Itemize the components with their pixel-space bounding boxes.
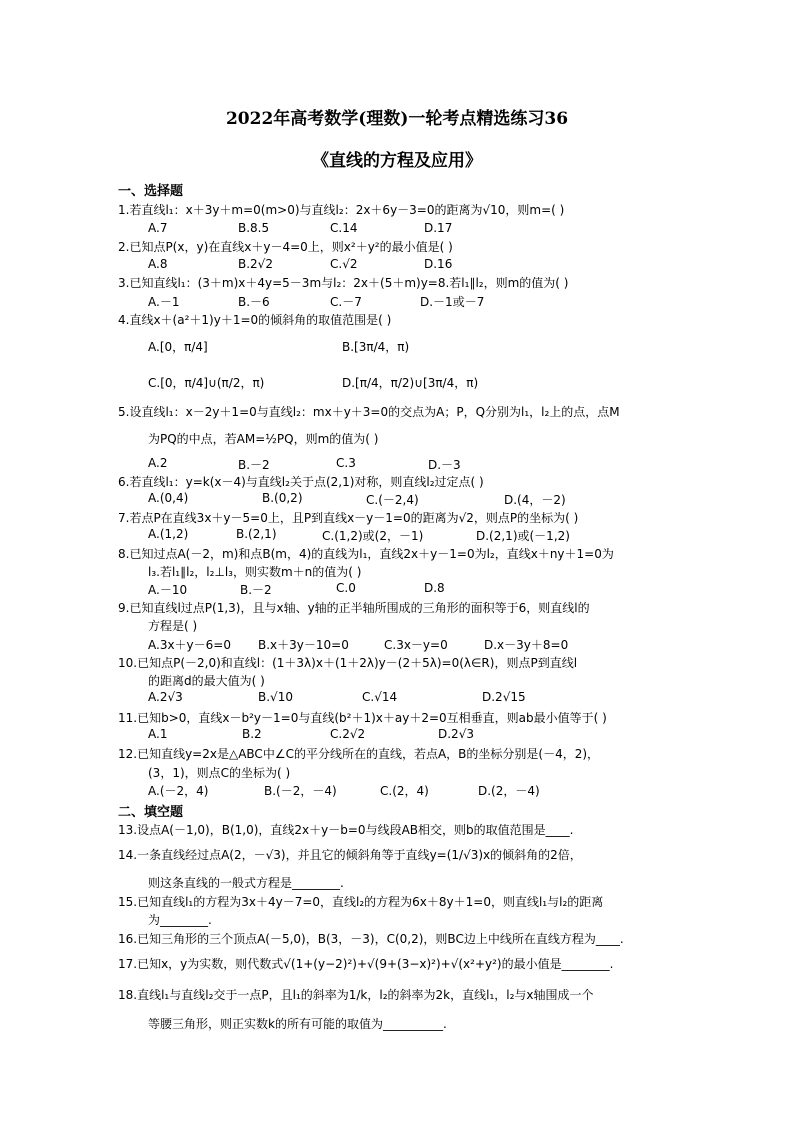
question-10-option-c: C.√14 [362, 690, 398, 704]
fill-17: 17.已知x，y为实数，则代数式√(1+(y−2)²)+√(9+(3−x)²)+√(x²+y²)的最小值是________. [118, 957, 614, 971]
question-9-option-d: D.x－3y＋8=0 [484, 638, 569, 652]
fill-18-cont: 等腰三角形，则正实数k的所有可能的取值为__________. [148, 1017, 447, 1031]
question-9-stem-cont: 方程是( ) [148, 619, 198, 633]
page-subtitle: 《直线的方程及应用》 [312, 151, 482, 171]
question-7-stem: 7.若点P在直线3x＋y－5=0上，且P到直线x－y－1=0的距离为√2，则点P的坐标为( ) [118, 511, 579, 525]
question-4-option-b: B.[3π/4，π) [342, 340, 410, 354]
section-fill-heading: 二、填空题 [118, 805, 184, 820]
question-11-option-a: A.1 [148, 727, 168, 741]
section-choice-heading: 一、选择题 [118, 184, 184, 199]
question-3-option-c: C.－7 [330, 295, 362, 309]
question-10-stem-cont: 的距离d的最大值为( ) [148, 674, 265, 688]
question-12-option-c: C.(2，4) [380, 784, 429, 798]
question-9-option-c: C.3x－y=0 [384, 638, 448, 652]
question-1-option-c: C.14 [330, 221, 358, 235]
fill-14-cont: 则这条直线的一般式方程是________. [148, 876, 344, 890]
question-12-option-a: A.(－2，4) [148, 784, 209, 798]
fill-14: 14.一条直线经过点A(2，－√3)，并且它的倾斜角等于直线y=(1/√3)x的倾斜角的2倍， [118, 848, 582, 862]
fill-15-cont: 为________. [148, 913, 212, 927]
question-6-option-d: D.(4，－2) [504, 493, 566, 507]
fill-13: 13.设点A(－1,0)，B(1,0)，直线2x＋y－b=0与线段AB相交，则b的取值范围是____. [118, 823, 574, 837]
question-3-option-b: B.－6 [238, 295, 270, 309]
question-4-option-a: A.[0，π/4] [148, 340, 208, 354]
question-5-stem: 5.设直线l₁：x－2y＋1=0与直线l₂：mx＋y＋3=0的交点为A；P，Q分别为l₁，l₂上的点，点M [118, 405, 620, 419]
fill-16: 16.已知三角形的三个顶点A(－5,0)，B(3，－3)，C(0,2)，则BC边上中线所在直线方程为____. [118, 932, 624, 946]
question-1-stem: 1.若直线l₁：x＋3y＋m=0(m>0)与直线l₂：2x＋6y－3=0的距离为√10，则m=( ) [118, 203, 565, 217]
question-6-option-c: C.(－2,4) [366, 493, 419, 507]
question-4-option-c: C.[0，π/4]∪(π/2，π) [148, 376, 265, 390]
question-11-option-b: B.2 [242, 727, 262, 741]
question-6-stem: 6.若直线l₁：y=k(x－4)与直线l₂关于点(2,1)对称，则直线l₂过定点( ) [118, 475, 484, 489]
question-7-option-b: B.(2,1) [236, 527, 277, 541]
question-9-option-b: B.x＋3y－10=0 [258, 638, 349, 652]
question-3-option-a: A.－1 [148, 295, 180, 309]
question-2-option-b: B.2√2 [238, 257, 273, 271]
question-3-stem: 3.已知直线l₁：(3＋m)x＋4y=5－3m与l₂：2x＋(5＋m)y=8.若l₁∥l₂，则m的值为( ) [118, 276, 569, 290]
question-11-option-d: D.2√3 [438, 727, 474, 741]
question-8-option-a: A.－10 [148, 583, 188, 597]
question-10-option-b: B.√10 [258, 690, 293, 704]
question-9-stem: 9.已知直线l过点P(1,3)，且与x轴、y轴的正半轴所围成的三角形的面积等于6，则直线l的 [118, 601, 590, 615]
question-7-option-c: C.(1,2)或(2，－1) [322, 529, 424, 543]
question-5-stem-cont: 为PQ的中点，若AM=½PQ，则m的值为( ) [148, 432, 379, 446]
question-10-option-d: D.2√15 [482, 690, 526, 704]
question-1-option-b: B.8.5 [238, 221, 270, 235]
question-5-option-b: B.－2 [238, 458, 270, 472]
question-2-option-d: D.16 [424, 257, 453, 271]
question-11-option-c: C.2√2 [330, 727, 366, 741]
question-10-option-a: A.2√3 [148, 690, 183, 704]
question-5-option-a: A.2 [148, 456, 168, 470]
question-2-stem: 2.已知点P(x，y)在直线x＋y－4=0上，则x²＋y²的最小值是( ) [118, 240, 453, 254]
question-2-option-c: C.√2 [330, 257, 358, 271]
question-6-option-b: B.(0,2) [262, 491, 303, 505]
question-12-stem: 12.已知直线y=2x是△ABC中∠C的平分线所在的直线，若点A，B的坐标分别是(－4，2)， [118, 747, 600, 761]
page-title: 2022年高考数学(理数)一轮考点精选练习36 [225, 109, 569, 129]
question-9-option-a: A.3x＋y－6=0 [148, 638, 231, 652]
question-5-option-c: C.3 [336, 456, 356, 470]
question-3-option-d: D.－1或－7 [420, 295, 485, 309]
fill-15: 15.已知直线l₁的方程为3x＋4y－7=0，直线l₂的方程为6x＋8y＋1=0，则直线l₁与l₂的距离 [118, 895, 604, 909]
question-8-option-b: B.－2 [240, 583, 272, 597]
question-8-option-d: D.8 [424, 581, 445, 595]
question-12-stem-cont: (3，1)，则点C的坐标为( ) [148, 766, 291, 780]
question-1-option-a: A.7 [148, 221, 168, 235]
question-2-option-a: A.8 [148, 257, 168, 271]
question-6-option-a: A.(0,4) [148, 491, 189, 505]
question-7-option-d: D.(2,1)或(－1,2) [476, 529, 570, 543]
fill-18: 18.直线l₁与直线l₂交于一点P，且l₁的斜率为1/k，l₂的斜率为2k，直线l₁，l₂与x轴围成一个 [118, 988, 594, 1002]
question-4-option-d: D.[π/4，π/2)∪[3π/4，π) [342, 376, 479, 390]
question-10-stem: 10.已知点P(－2,0)和直线l：(1＋3λ)x＋(1＋2λ)y－(2＋5λ)=0(λ∈R)，则点P到直线l [118, 656, 578, 670]
question-1-option-d: D.17 [424, 221, 453, 235]
question-4-stem: 4.直线x＋(a²＋1)y＋1=0的倾斜角的取值范围是( ) [118, 313, 392, 327]
question-8-stem-cont: l₃.若l₁∥l₂，l₂⊥l₃，则实数m＋n的值为( ) [148, 565, 362, 579]
question-8-option-c: C.0 [336, 581, 356, 595]
question-5-option-d: D.－3 [428, 458, 461, 472]
question-12-option-b: B.(－2，－4) [264, 784, 337, 798]
question-8-stem: 8.已知过点A(－2，m)和点B(m，4)的直线为l₁，直线2x＋y－1=0为l₂，直线x＋ny＋1=0为 [118, 547, 614, 561]
question-7-option-a: A.(1,2) [148, 527, 189, 541]
question-11-stem: 11.已知b>0，直线x－b²y－1=0与直线(b²＋1)x＋ay＋2=0互相垂直，则ab最小值等于( ) [118, 711, 607, 725]
question-12-option-d: D.(2，－4) [478, 784, 540, 798]
